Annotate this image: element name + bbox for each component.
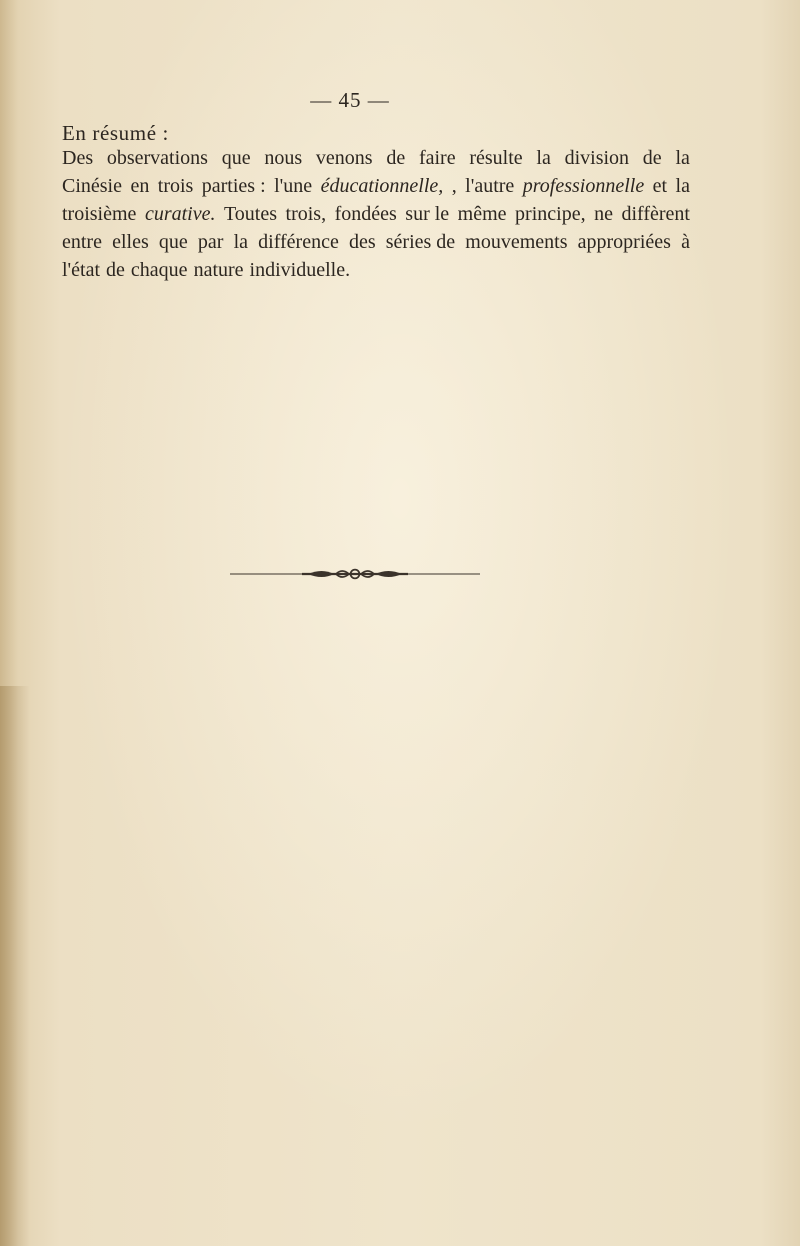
paragraph-word: l'autre [465,175,515,197]
paragraph-word: l'état [62,259,101,281]
paragraph-word: de [386,147,406,169]
paragraph-word: faire [418,147,456,169]
paragraph-word: fondées [334,203,397,225]
paragraph-word: entre [62,231,102,253]
summary-heading: En résumé : [62,121,169,145]
paragraph-word: la [675,147,690,169]
paragraph-word: que [158,231,188,253]
paragraph-word: individuelle. [249,259,351,281]
paragraph-word: des [348,231,376,253]
paragraph-word: de [106,259,125,281]
paragraph-word: l'une [274,175,313,197]
paragraph-word: ne [594,203,613,225]
paragraph-word: sur le [405,203,450,225]
body-paragraph [62,144,690,284]
paragraph-word: et [652,175,668,197]
paragraph-word: nature [193,259,244,281]
paragraph-word: chaque [130,259,188,281]
paragraph-word: division [564,147,630,169]
paragraph-word: mouvements [465,231,568,253]
paragraph-word: différence [258,231,339,253]
paragraph-word: professionnelle [522,175,645,197]
paragraph-word: trois [157,175,194,197]
paragraph-word: séries de [385,231,456,253]
paragraph-word: que [221,147,251,169]
paragraph-line [62,172,690,200]
paragraph-word: à [681,231,690,253]
paragraph-word: la [675,175,690,197]
paragraph-word: même [457,203,507,225]
fleuron-rule-icon [230,567,480,581]
paragraph-word: appropriées [577,231,671,253]
paragraph-word: Cinésie [62,175,122,197]
paragraph-word: Des [62,147,94,169]
paragraph-word: parties : [201,175,266,197]
paragraph-word: la [536,147,551,169]
paragraph-word: elles [112,231,149,253]
paragraph-word: principe, [515,203,586,225]
paragraph-word: de [642,147,662,169]
paragraph-word: la [233,231,249,253]
paragraph-word: troisième [62,203,137,225]
paragraph-word: éducationnelle, [320,175,444,197]
paragraph-word: Toutes [223,203,278,225]
paragraph-word: en [130,175,150,197]
paragraph-word: curative. [144,203,216,225]
paragraph-word: résulte [469,147,523,169]
paragraph-word: , [451,175,457,197]
paragraph-word: observations [106,147,208,169]
paragraph-word: nous [264,147,303,169]
paragraph-word: trois, [285,203,327,225]
paragraph-word: diffèrent [621,203,690,225]
page-number: — 45 — [310,88,390,112]
paragraph-line [62,228,690,256]
paragraph-word: venons [315,147,373,169]
paragraph-line [62,144,690,172]
paragraph-line [62,256,690,284]
paragraph-word: par [197,231,224,253]
paragraph-line [62,200,690,228]
